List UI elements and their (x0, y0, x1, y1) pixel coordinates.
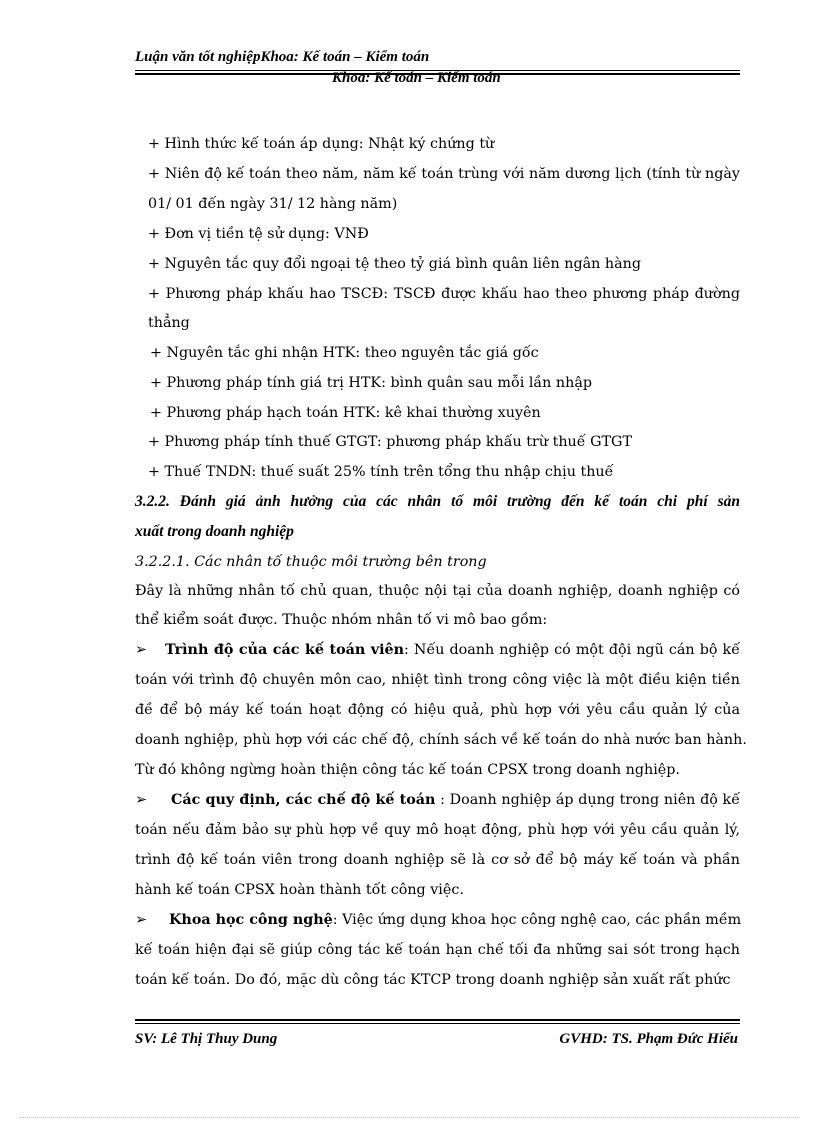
bullet-line: + Nguyên tắc quy đổi ngoại tệ theo tỷ giá bình quân liên ngân hàng (148, 256, 641, 272)
item-term: Trình độ của các kế toán viên (165, 642, 405, 658)
bullet-line: + Niên độ kế toán theo năm, năm kế toán trùng với năm dương lịch (tính từ ngày (148, 166, 740, 182)
arrow-bullet-icon: ➢ (135, 912, 147, 928)
list-item-first-line (135, 790, 740, 810)
item-text: : Doanh nghiệp áp dụng trong niên độ kế (435, 792, 740, 808)
item-term: Khoa học công nghệ (169, 912, 333, 928)
paragraph-line: doanh nghiệp, phù hợp với các chế độ, chính sách về kế toán do nhà nước ban hành. (135, 732, 747, 748)
paragraph-line: toán kế toán. Do đó, mặc dù công tác KTCP trong doanh nghiệp sản xuất rất phức (135, 972, 731, 988)
bullet-line: + Phương pháp tính thuế GTGT: phương pháp khấu trừ thuế GTGT (148, 434, 632, 450)
header-title: Luận văn tốt nghiệpKhoa: Kế toán – Kiểm toán (135, 49, 430, 65)
item-term: Các quy định, các chế độ kế toán (171, 792, 436, 808)
subsection-heading: 3.2.2.1. Các nhân tố thuộc môi trường bên trong (135, 554, 487, 570)
paragraph-line: Từ đó không ngừng hoàn thiện công tác kế toán CPSX trong doanh nghiệp. (135, 762, 680, 778)
bullet-line: + Phương pháp tính giá trị HTK: bình quân sau mỗi lần nhập (150, 375, 592, 391)
bullet-line: thẳng (148, 315, 190, 331)
paragraph-line: toán với trình độ chuyên môn cao, nhiệt tình trong công việc là một điều kiện tiền (135, 672, 740, 688)
section-heading-cont: xuất trong doanh nghiệp (135, 523, 294, 540)
paragraph-line: đề để bộ máy kế toán hoạt động có hiệu quả, phù hợp với yêu cầu quản lý của (135, 702, 740, 718)
bullet-line: + Thuế TNDN: thuế suất 25% tính trên tổng thu nhập chịu thuế (148, 464, 614, 480)
item-text: : Việc ứng dụng khoa học công nghệ cao, các phần mềm (332, 912, 742, 928)
footer-rule-thick (135, 1019, 740, 1021)
paragraph-line: kế toán hiện đại sẽ giúp công tác kế toán hạn chế tối đa những sai sót trong hạch (135, 942, 740, 958)
paragraph-line: toán nếu đảm bảo sự phù hợp về quy mô hoạt động, phù hợp với yêu cầu quản lý, (135, 822, 740, 838)
bullet-line: 01/ 01 đến ngày 31/ 12 hàng năm) (148, 196, 398, 212)
footer-rule (135, 1023, 740, 1024)
bullet-line: + Phương pháp khấu hao TSCĐ: TSCĐ được khấu hao theo phương pháp đường (148, 286, 740, 302)
arrow-bullet-icon: ➢ (135, 642, 147, 658)
footer-student: SV: Lê Thị Thuy Dung (135, 1031, 278, 1047)
paragraph-line: thể kiểm soát được. Thuộc nhóm nhân tố vi mô bao gồm: (135, 612, 548, 628)
paragraph-line: Đây là những nhân tố chủ quan, thuộc nội tại của doanh nghiệp, doanh nghiệp có (135, 583, 740, 599)
page-edge-divider (20, 1117, 800, 1118)
bullet-line: + Đơn vị tiền tệ sử dụng: VNĐ (148, 226, 369, 242)
list-item-first-line (135, 640, 740, 660)
section-heading: 3.2.2. Đánh giá ảnh hưởng của các nhân tố môi trường đến kế toán chi phí sản (135, 493, 740, 510)
bullet-line: + Hình thức kế toán áp dụng: Nhật ký chứng từ (148, 136, 495, 152)
bullet-line: + Nguyên tắc ghi nhận HTK: theo nguyên tắc giá gốc (150, 345, 539, 361)
list-item-first-line (135, 910, 740, 930)
item-text: : Nếu doanh nghiệp có một đội ngũ cán bộ kế (404, 642, 740, 658)
paragraph-line: trình độ kế toán viên trong doanh nghiệp sẽ là cơ sở để bộ máy kế toán và phần (135, 852, 740, 868)
footer-advisor: GVHD: TS. Phạm Đức Hiếu (559, 1031, 738, 1047)
bullet-line: + Phương pháp hạch toán HTK: kê khai thường xuyên (150, 405, 541, 421)
header-subtitle: Khoa: Kế toán – Kiểm toán (332, 70, 501, 86)
paragraph-line: hành kế toán CPSX hoàn thành tốt công việc. (135, 882, 464, 898)
arrow-bullet-icon: ➢ (135, 792, 147, 808)
